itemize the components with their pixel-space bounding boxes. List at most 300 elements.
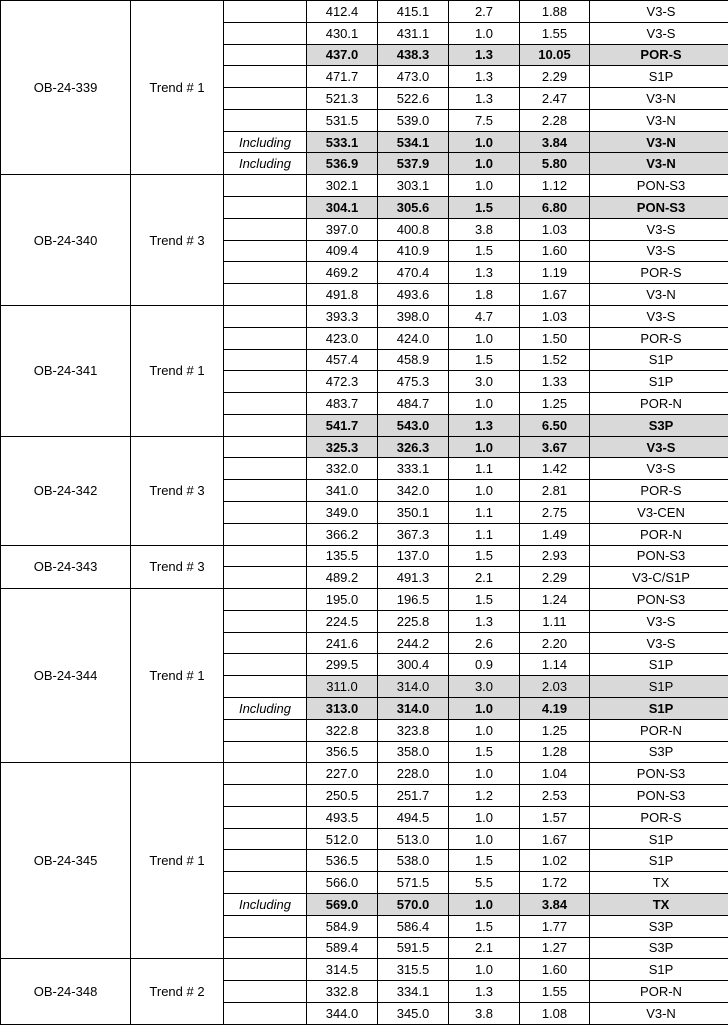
length-cell: 3.8 <box>449 1002 520 1024</box>
trend-cell: Trend # 1 <box>131 305 224 436</box>
grade-cell: 1.24 <box>520 589 590 611</box>
length-cell: 1.1 <box>449 523 520 545</box>
hole-id-cell: OB-24-345 <box>1 763 131 959</box>
length-cell: 1.5 <box>449 349 520 371</box>
grade-cell: 1.72 <box>520 872 590 894</box>
from-cell: 325.3 <box>307 436 378 458</box>
hole-id-cell: OB-24-344 <box>1 589 131 763</box>
length-cell: 1.0 <box>449 894 520 916</box>
grade-cell: 2.93 <box>520 545 590 567</box>
from-cell: 569.0 <box>307 894 378 916</box>
lithology-cell: POR-N <box>590 719 728 741</box>
grade-cell: 1.28 <box>520 741 590 763</box>
including-note-cell <box>224 676 307 698</box>
length-cell: 1.3 <box>449 66 520 88</box>
to-cell: 493.6 <box>378 284 449 306</box>
including-note-cell <box>224 480 307 502</box>
trend-cell: Trend # 3 <box>131 175 224 306</box>
including-note-cell <box>224 545 307 567</box>
grade-cell: 1.03 <box>520 305 590 327</box>
lithology-cell: V3-S <box>590 458 728 480</box>
from-cell: 512.0 <box>307 828 378 850</box>
including-note-cell <box>224 959 307 981</box>
grade-cell: 1.04 <box>520 763 590 785</box>
lithology-cell: S1P <box>590 654 728 676</box>
from-cell: 531.5 <box>307 109 378 131</box>
lithology-cell: PON-S3 <box>590 175 728 197</box>
including-note-cell: Including <box>224 698 307 720</box>
including-note-cell <box>224 305 307 327</box>
trend-cell: Trend # 3 <box>131 436 224 545</box>
table-row <box>1 959 728 981</box>
including-note-cell: Including <box>224 894 307 916</box>
to-cell: 244.2 <box>378 632 449 654</box>
from-cell: 241.6 <box>307 632 378 654</box>
table-row <box>1 589 728 611</box>
lithology-cell: V3-S <box>590 1 728 23</box>
grade-cell: 1.67 <box>520 284 590 306</box>
from-cell: 332.8 <box>307 981 378 1003</box>
to-cell: 494.5 <box>378 806 449 828</box>
length-cell: 1.5 <box>449 240 520 262</box>
grade-cell: 2.29 <box>520 567 590 589</box>
including-note-cell <box>224 109 307 131</box>
lithology-cell: S3P <box>590 414 728 436</box>
from-cell: 423.0 <box>307 327 378 349</box>
to-cell: 303.1 <box>378 175 449 197</box>
including-note-cell <box>224 632 307 654</box>
length-cell: 1.3 <box>449 981 520 1003</box>
including-note-cell <box>224 327 307 349</box>
length-cell: 1.8 <box>449 284 520 306</box>
lithology-cell: POR-N <box>590 981 728 1003</box>
from-cell: 135.5 <box>307 545 378 567</box>
grade-cell: 2.81 <box>520 480 590 502</box>
trend-cell: Trend # 2 <box>131 959 224 1024</box>
to-cell: 314.0 <box>378 676 449 698</box>
grade-cell: 1.25 <box>520 393 590 415</box>
including-note-cell <box>224 175 307 197</box>
length-cell: 1.0 <box>449 153 520 175</box>
including-note-cell <box>224 393 307 415</box>
length-cell: 7.5 <box>449 109 520 131</box>
from-cell: 489.2 <box>307 567 378 589</box>
grade-cell: 1.14 <box>520 654 590 676</box>
to-cell: 305.6 <box>378 197 449 219</box>
lithology-cell: V3-C/S1P <box>590 567 728 589</box>
to-cell: 537.9 <box>378 153 449 175</box>
hole-group <box>1 545 728 589</box>
from-cell: 472.3 <box>307 371 378 393</box>
to-cell: 410.9 <box>378 240 449 262</box>
grade-cell: 2.47 <box>520 88 590 110</box>
length-cell: 1.0 <box>449 480 520 502</box>
length-cell: 1.0 <box>449 763 520 785</box>
length-cell: 1.0 <box>449 327 520 349</box>
grade-cell: 2.75 <box>520 501 590 523</box>
lithology-cell: TX <box>590 894 728 916</box>
length-cell: 1.5 <box>449 741 520 763</box>
from-cell: 483.7 <box>307 393 378 415</box>
to-cell: 358.0 <box>378 741 449 763</box>
lithology-cell: V3-N <box>590 131 728 153</box>
from-cell: 366.2 <box>307 523 378 545</box>
hole-id-cell: OB-24-343 <box>1 545 131 589</box>
to-cell: 491.3 <box>378 567 449 589</box>
lithology-cell: POR-N <box>590 393 728 415</box>
from-cell: 469.2 <box>307 262 378 284</box>
length-cell: 0.9 <box>449 654 520 676</box>
grade-cell: 1.02 <box>520 850 590 872</box>
from-cell: 304.1 <box>307 197 378 219</box>
to-cell: 475.3 <box>378 371 449 393</box>
lithology-cell: V3-N <box>590 284 728 306</box>
table-row <box>1 1 728 23</box>
grade-cell: 1.50 <box>520 327 590 349</box>
grade-cell: 1.19 <box>520 262 590 284</box>
hole-group <box>1 959 728 1024</box>
length-cell: 1.5 <box>449 545 520 567</box>
lithology-cell: S1P <box>590 698 728 720</box>
length-cell: 2.7 <box>449 1 520 23</box>
including-note-cell <box>224 240 307 262</box>
including-note-cell <box>224 785 307 807</box>
including-note-cell <box>224 197 307 219</box>
trend-cell: Trend # 1 <box>131 763 224 959</box>
to-cell: 538.0 <box>378 850 449 872</box>
from-cell: 533.1 <box>307 131 378 153</box>
to-cell: 196.5 <box>378 589 449 611</box>
length-cell: 2.6 <box>449 632 520 654</box>
to-cell: 473.0 <box>378 66 449 88</box>
from-cell: 195.0 <box>307 589 378 611</box>
from-cell: 322.8 <box>307 719 378 741</box>
to-cell: 367.3 <box>378 523 449 545</box>
length-cell: 1.0 <box>449 22 520 44</box>
from-cell: 437.0 <box>307 44 378 66</box>
to-cell: 345.0 <box>378 1002 449 1024</box>
grade-cell: 1.08 <box>520 1002 590 1024</box>
length-cell: 1.3 <box>449 414 520 436</box>
to-cell: 228.0 <box>378 763 449 785</box>
lithology-cell: S1P <box>590 66 728 88</box>
to-cell: 424.0 <box>378 327 449 349</box>
from-cell: 227.0 <box>307 763 378 785</box>
including-note-cell <box>224 1002 307 1024</box>
length-cell: 1.3 <box>449 262 520 284</box>
from-cell: 356.5 <box>307 741 378 763</box>
length-cell: 1.1 <box>449 501 520 523</box>
length-cell: 1.0 <box>449 959 520 981</box>
grade-cell: 1.77 <box>520 915 590 937</box>
to-cell: 334.1 <box>378 981 449 1003</box>
to-cell: 458.9 <box>378 349 449 371</box>
length-cell: 1.0 <box>449 806 520 828</box>
to-cell: 513.0 <box>378 828 449 850</box>
lithology-cell: S1P <box>590 850 728 872</box>
including-note-cell <box>224 763 307 785</box>
grade-cell: 1.27 <box>520 937 590 959</box>
to-cell: 323.8 <box>378 719 449 741</box>
grade-cell: 10.05 <box>520 44 590 66</box>
grade-cell: 3.67 <box>520 436 590 458</box>
to-cell: 431.1 <box>378 22 449 44</box>
length-cell: 1.5 <box>449 850 520 872</box>
grade-cell: 6.50 <box>520 414 590 436</box>
hole-group <box>1 305 728 436</box>
hole-group <box>1 763 728 959</box>
length-cell: 3.0 <box>449 676 520 698</box>
including-note-cell <box>224 371 307 393</box>
lithology-cell: V3-N <box>590 109 728 131</box>
length-cell: 1.0 <box>449 719 520 741</box>
table-row <box>1 175 728 197</box>
including-note-cell <box>224 284 307 306</box>
grade-cell: 4.19 <box>520 698 590 720</box>
trend-cell: Trend # 1 <box>131 589 224 763</box>
grade-cell: 1.55 <box>520 981 590 1003</box>
length-cell: 2.1 <box>449 567 520 589</box>
grade-cell: 1.55 <box>520 22 590 44</box>
including-note-cell <box>224 850 307 872</box>
including-note-cell <box>224 567 307 589</box>
to-cell: 484.7 <box>378 393 449 415</box>
lithology-cell: V3-CEN <box>590 501 728 523</box>
length-cell: 5.5 <box>449 872 520 894</box>
including-note-cell <box>224 937 307 959</box>
including-note-cell <box>224 806 307 828</box>
to-cell: 350.1 <box>378 501 449 523</box>
grade-cell: 3.84 <box>520 131 590 153</box>
length-cell: 1.0 <box>449 698 520 720</box>
length-cell: 1.0 <box>449 436 520 458</box>
from-cell: 566.0 <box>307 872 378 894</box>
trend-cell: Trend # 1 <box>131 1 224 175</box>
lithology-cell: S3P <box>590 937 728 959</box>
grade-cell: 1.49 <box>520 523 590 545</box>
lithology-cell: POR-S <box>590 327 728 349</box>
to-cell: 438.3 <box>378 44 449 66</box>
including-note-cell <box>224 349 307 371</box>
to-cell: 522.6 <box>378 88 449 110</box>
lithology-cell: PON-S3 <box>590 785 728 807</box>
from-cell: 224.5 <box>307 610 378 632</box>
grade-cell: 1.25 <box>520 719 590 741</box>
table-row <box>1 305 728 327</box>
hole-id-cell: OB-24-340 <box>1 175 131 306</box>
from-cell: 541.7 <box>307 414 378 436</box>
from-cell: 409.4 <box>307 240 378 262</box>
including-note-cell <box>224 719 307 741</box>
hole-id-cell: OB-24-339 <box>1 1 131 175</box>
including-note-cell <box>224 872 307 894</box>
from-cell: 332.0 <box>307 458 378 480</box>
grade-cell: 2.03 <box>520 676 590 698</box>
to-cell: 342.0 <box>378 480 449 502</box>
from-cell: 299.5 <box>307 654 378 676</box>
including-note-cell <box>224 44 307 66</box>
from-cell: 349.0 <box>307 501 378 523</box>
grade-cell: 5.80 <box>520 153 590 175</box>
length-cell: 2.1 <box>449 937 520 959</box>
to-cell: 326.3 <box>378 436 449 458</box>
hole-id-cell: OB-24-342 <box>1 436 131 545</box>
to-cell: 137.0 <box>378 545 449 567</box>
hole-id-cell: OB-24-348 <box>1 959 131 1024</box>
lithology-cell: V3-S <box>590 22 728 44</box>
hole-group <box>1 175 728 306</box>
hole-id-cell: OB-24-341 <box>1 305 131 436</box>
including-note-cell <box>224 741 307 763</box>
length-cell: 1.2 <box>449 785 520 807</box>
including-note-cell <box>224 523 307 545</box>
including-note-cell <box>224 414 307 436</box>
length-cell: 1.0 <box>449 393 520 415</box>
grade-cell: 3.84 <box>520 894 590 916</box>
including-note-cell <box>224 22 307 44</box>
length-cell: 1.5 <box>449 197 520 219</box>
grade-cell: 1.60 <box>520 959 590 981</box>
table-row <box>1 545 728 567</box>
lithology-cell: S1P <box>590 959 728 981</box>
hole-group <box>1 589 728 763</box>
to-cell: 534.1 <box>378 131 449 153</box>
to-cell: 470.4 <box>378 262 449 284</box>
from-cell: 397.0 <box>307 218 378 240</box>
from-cell: 589.4 <box>307 937 378 959</box>
including-note-cell <box>224 915 307 937</box>
to-cell: 300.4 <box>378 654 449 676</box>
grade-cell: 1.57 <box>520 806 590 828</box>
to-cell: 333.1 <box>378 458 449 480</box>
grade-cell: 1.33 <box>520 371 590 393</box>
hole-group <box>1 1 728 175</box>
trend-cell: Trend # 3 <box>131 545 224 589</box>
including-note-cell <box>224 589 307 611</box>
including-note-cell: Including <box>224 153 307 175</box>
length-cell: 4.7 <box>449 305 520 327</box>
length-cell: 1.5 <box>449 915 520 937</box>
to-cell: 400.8 <box>378 218 449 240</box>
lithology-cell: S3P <box>590 915 728 937</box>
length-cell: 1.1 <box>449 458 520 480</box>
lithology-cell: V3-S <box>590 610 728 632</box>
lithology-cell: POR-N <box>590 523 728 545</box>
lithology-cell: PON-S3 <box>590 545 728 567</box>
lithology-cell: POR-S <box>590 806 728 828</box>
including-note-cell <box>224 436 307 458</box>
grade-cell: 1.42 <box>520 458 590 480</box>
length-cell: 1.3 <box>449 44 520 66</box>
from-cell: 412.4 <box>307 1 378 23</box>
lithology-cell: PON-S3 <box>590 589 728 611</box>
from-cell: 393.3 <box>307 305 378 327</box>
from-cell: 311.0 <box>307 676 378 698</box>
lithology-cell: PON-S3 <box>590 763 728 785</box>
lithology-cell: POR-S <box>590 262 728 284</box>
grade-cell: 1.52 <box>520 349 590 371</box>
from-cell: 493.5 <box>307 806 378 828</box>
lithology-cell: S1P <box>590 828 728 850</box>
including-note-cell <box>224 828 307 850</box>
lithology-cell: POR-S <box>590 44 728 66</box>
from-cell: 341.0 <box>307 480 378 502</box>
to-cell: 314.0 <box>378 698 449 720</box>
from-cell: 313.0 <box>307 698 378 720</box>
length-cell: 3.0 <box>449 371 520 393</box>
length-cell: 1.0 <box>449 175 520 197</box>
table-row <box>1 763 728 785</box>
to-cell: 571.5 <box>378 872 449 894</box>
from-cell: 344.0 <box>307 1002 378 1024</box>
lithology-cell: V3-N <box>590 153 728 175</box>
including-note-cell <box>224 981 307 1003</box>
lithology-cell: POR-S <box>590 480 728 502</box>
from-cell: 521.3 <box>307 88 378 110</box>
lithology-cell: V3-N <box>590 88 728 110</box>
grade-cell: 1.11 <box>520 610 590 632</box>
length-cell: 1.3 <box>449 610 520 632</box>
to-cell: 539.0 <box>378 109 449 131</box>
lithology-cell: S1P <box>590 371 728 393</box>
lithology-cell: V3-S <box>590 218 728 240</box>
lithology-cell: V3-S <box>590 436 728 458</box>
lithology-cell: V3-S <box>590 240 728 262</box>
to-cell: 398.0 <box>378 305 449 327</box>
including-note-cell <box>224 262 307 284</box>
lithology-cell: V3-S <box>590 305 728 327</box>
to-cell: 570.0 <box>378 894 449 916</box>
length-cell: 1.5 <box>449 589 520 611</box>
from-cell: 430.1 <box>307 22 378 44</box>
to-cell: 225.8 <box>378 610 449 632</box>
grade-cell: 6.80 <box>520 197 590 219</box>
to-cell: 251.7 <box>378 785 449 807</box>
including-note-cell <box>224 501 307 523</box>
grade-cell: 1.88 <box>520 1 590 23</box>
lithology-cell: S3P <box>590 741 728 763</box>
including-note-cell <box>224 458 307 480</box>
from-cell: 491.8 <box>307 284 378 306</box>
from-cell: 302.1 <box>307 175 378 197</box>
to-cell: 315.5 <box>378 959 449 981</box>
lithology-cell: PON-S3 <box>590 197 728 219</box>
to-cell: 586.4 <box>378 915 449 937</box>
including-note-cell <box>224 610 307 632</box>
from-cell: 584.9 <box>307 915 378 937</box>
including-note-cell <box>224 66 307 88</box>
hole-group <box>1 436 728 545</box>
grade-cell: 2.29 <box>520 66 590 88</box>
from-cell: 314.5 <box>307 959 378 981</box>
length-cell: 1.0 <box>449 131 520 153</box>
table-row <box>1 436 728 458</box>
grade-cell: 1.03 <box>520 218 590 240</box>
lithology-cell: TX <box>590 872 728 894</box>
grade-cell: 1.12 <box>520 175 590 197</box>
to-cell: 415.1 <box>378 1 449 23</box>
from-cell: 457.4 <box>307 349 378 371</box>
grade-cell: 1.67 <box>520 828 590 850</box>
lithology-cell: S1P <box>590 676 728 698</box>
to-cell: 591.5 <box>378 937 449 959</box>
including-note-cell <box>224 654 307 676</box>
from-cell: 250.5 <box>307 785 378 807</box>
from-cell: 536.5 <box>307 850 378 872</box>
lithology-cell: S1P <box>590 349 728 371</box>
including-note-cell <box>224 218 307 240</box>
from-cell: 471.7 <box>307 66 378 88</box>
